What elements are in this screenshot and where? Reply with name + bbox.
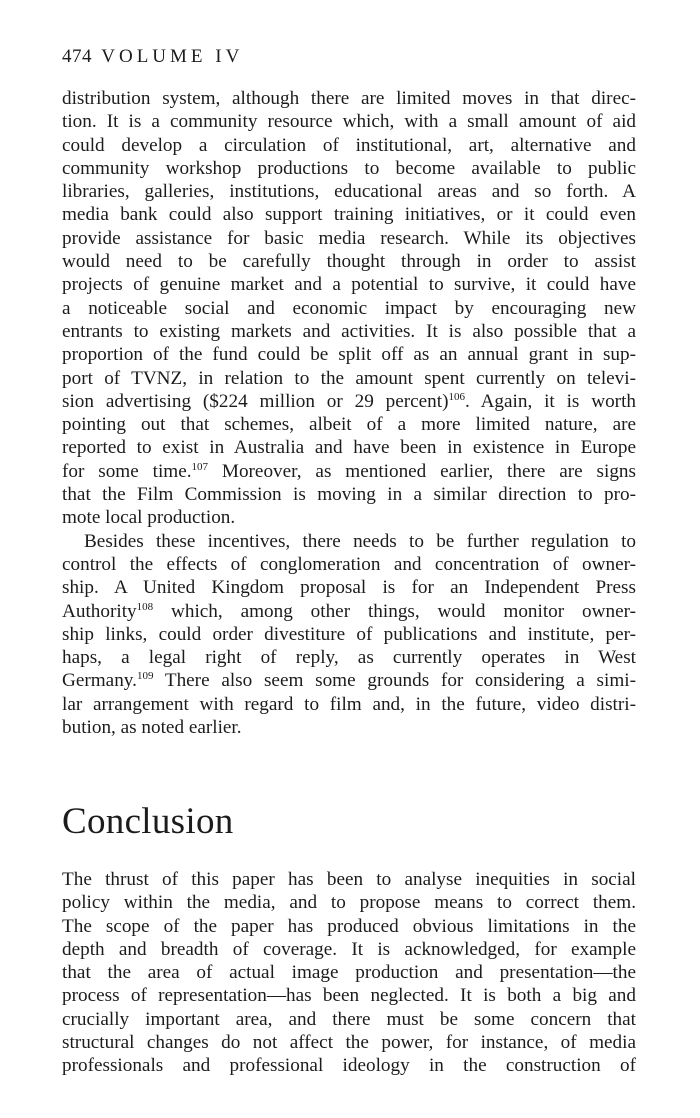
text-line: port of TVNZ, in relation to the amount spent currently on televi- [62, 367, 636, 389]
footnote-ref: 109 [136, 670, 154, 683]
text-line: media bank could also support training initiatives, or it could even [62, 204, 636, 226]
text-line: haps, a legal right of reply, as currently operates in West [62, 647, 636, 669]
text-line [62, 600, 636, 623]
text-line: tion. It is a community resource which, with a small amount of aid [62, 111, 636, 133]
text-line: that the Film Commission is moving in a similar direction to pro- [62, 484, 636, 506]
volume-label: VOLUME IV [101, 46, 244, 67]
text-line: distribution system, although there are limited moves in that direc- [62, 88, 636, 109]
text-line [62, 390, 636, 413]
text-segment: . Again, it is worth [465, 390, 637, 412]
running-head [62, 46, 243, 68]
text-segment: Authority [62, 600, 137, 622]
text-line: control the effects of conglomeration and concentration of owner- [62, 553, 636, 575]
text-segment: for some time. [62, 460, 192, 482]
text-line: would need to be carefully thought through in order to assist [62, 251, 636, 273]
text-line: projects of genuine market and a potential to survive, it could have [62, 274, 636, 296]
text-segment: There also seem some grounds for considering a simi- [153, 670, 636, 692]
text-line: community workshop productions to become available to public [62, 157, 636, 179]
text-segment: sion advertising ($224 million or 29 percent) [62, 390, 449, 412]
footnote-ref: 108 [136, 600, 154, 613]
text-line: structural changes do not affect the power, for instance, of media [62, 1032, 636, 1054]
text-line: provide assistance for basic media research. While its objectives [62, 227, 636, 249]
text-segment: Germany. [62, 670, 137, 692]
text-line: mote local production. [62, 507, 236, 529]
text-line: could develop a circulation of institutional, art, alternative and [62, 134, 636, 156]
text-line: a noticeable social and economic impact by encouraging new [62, 297, 636, 319]
text-line: The scope of the paper has produced obvious limitations in the [62, 915, 636, 937]
text-line: lar arrangement with regard to film and, in the future, video distri- [62, 693, 636, 715]
text-line: ship links, could order divestiture of publications and institute, per- [62, 623, 636, 645]
text-line [62, 460, 636, 483]
text-line: libraries, galleries, institutions, educational areas and so forth. A [62, 181, 636, 203]
text-line: bution, as noted earlier. [62, 717, 242, 739]
text-segment: which, among other things, would monitor owner- [153, 600, 636, 622]
text-line: entrants to existing markets and activities. It is also possible that a [62, 320, 636, 342]
text-line: depth and breadth of coverage. It is acknowledged, for example [62, 938, 636, 960]
footnote-ref: 106 [448, 390, 465, 403]
page-number: 474 [62, 46, 92, 67]
text-segment: Moreover, as mentioned earlier, there are signs [208, 460, 636, 482]
footnote-ref: 107 [191, 460, 209, 473]
text-line: reported to exist in Australia and have been in existence in Europe [62, 437, 636, 459]
body-text [62, 87, 636, 739]
text-line: process of representation—has been neglected. It is both a big and [62, 985, 636, 1007]
text-line: proportion of the fund could be split off as an annual grant in sup- [62, 344, 636, 366]
text-line: Besides these incentives, there needs to be further regulation to [84, 530, 636, 552]
text-line: pointing out that schemes, albeit of a more limited nature, are [62, 414, 636, 436]
text-line: The thrust of this paper has been to analyse inequities in social [62, 869, 636, 890]
text-line: that the area of actual image production and presentation—the [62, 962, 636, 984]
conclusion-text [62, 868, 636, 1078]
text-line: crucially important area, and there must be some concern that [62, 1008, 636, 1030]
text-line: ship. A United Kingdom proposal is for an Independent Press [62, 577, 636, 599]
text-line [62, 669, 636, 692]
section-heading: Conclusion [62, 801, 234, 842]
text-line: professionals and professional ideology in the construction of [62, 1055, 636, 1077]
text-line: policy within the media, and to propose means to correct them. [62, 892, 636, 914]
